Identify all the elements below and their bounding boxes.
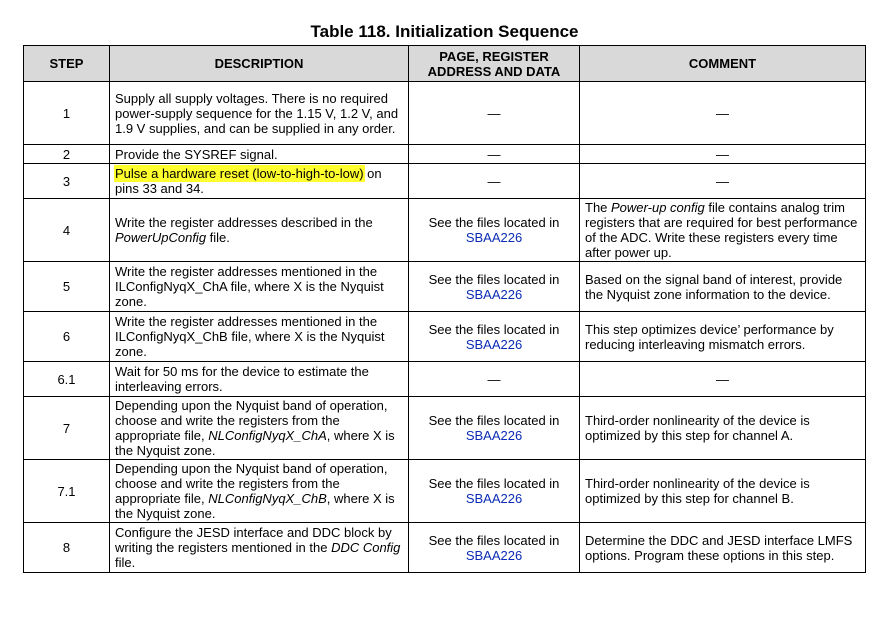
page-cell xyxy=(409,82,580,145)
see-files-text: See the files located in xyxy=(428,271,560,287)
step-cell: 6.1 xyxy=(24,362,110,397)
step-cell: 1 xyxy=(24,82,110,145)
step-cell: 3 xyxy=(24,164,110,199)
see-files-text: See the files located in xyxy=(428,321,560,337)
dash: — xyxy=(716,146,729,162)
description-text: Write the register addresses described in the xyxy=(115,215,373,230)
comment-cell xyxy=(580,145,866,164)
description-cell xyxy=(110,523,409,573)
description-cell xyxy=(110,199,409,262)
header-step: STEP xyxy=(24,46,110,82)
step-cell: 6 xyxy=(24,312,110,362)
file-name: NLConfigNyqX_ChB xyxy=(208,491,327,506)
file-name: PowerUpConfig xyxy=(115,230,207,245)
see-files-text: See the files located in xyxy=(428,215,560,230)
comment-cell: Third-order nonlinearity of the device is optimized by this step for channel A. xyxy=(580,397,866,460)
initialization-sequence-table xyxy=(23,45,866,573)
description-text: Depending upon the Nyquist band of operation, choose and write the registers from the appropriate file, xyxy=(115,398,388,443)
dash: — xyxy=(487,105,501,121)
page-cell xyxy=(409,523,580,573)
comment-text: file contains analog trim registers that are required for best performance of the ADC. Write these registers every time after power up. xyxy=(585,200,858,260)
comment-cell: This step optimizes device’ performance by reducing interleaving mismatch errors. xyxy=(580,312,866,362)
description-cell xyxy=(110,460,409,523)
description-cell: Wait for 50 ms for the device to estimate the interleaving errors. xyxy=(110,362,409,397)
header-page-line2: ADDRESS AND DATA xyxy=(427,63,561,79)
comment-cell: Third-order nonlinearity of the device is optimized by this step for channel B. xyxy=(580,460,866,523)
dash: — xyxy=(716,173,729,189)
table-row xyxy=(24,397,866,460)
dash: — xyxy=(487,371,501,387)
comment-cell: Determine the DDC and JESD interface LMFS options. Program these options in this step. xyxy=(580,523,866,573)
sbaa226-link[interactable]: SBAA226 xyxy=(465,336,523,352)
see-files-text: See the files located in xyxy=(428,532,560,548)
step-cell: 4 xyxy=(24,199,110,262)
step-cell: 5 xyxy=(24,262,110,312)
page-cell xyxy=(409,199,580,262)
table-row xyxy=(24,82,866,145)
description-cell xyxy=(110,164,409,199)
page-cell xyxy=(409,397,580,460)
header-comment: COMMENT xyxy=(580,46,866,82)
table-row xyxy=(24,199,866,262)
description-cell: Write the register addresses mentioned in the ILConfigNyqX_ChA file, where X is the Nyquist zone. xyxy=(110,262,409,312)
page-cell xyxy=(409,262,580,312)
see-files-text: See the files located in xyxy=(428,413,560,428)
table-row xyxy=(24,164,866,199)
file-name: Power-up config xyxy=(611,200,705,215)
dash: — xyxy=(487,173,501,189)
see-files-text: See the files located in xyxy=(428,476,560,491)
dash: — xyxy=(487,146,501,162)
dash: — xyxy=(716,105,729,121)
table-row xyxy=(24,523,866,573)
comment-cell xyxy=(580,82,866,145)
description-text: file. xyxy=(206,230,230,245)
page-cell xyxy=(409,460,580,523)
description-cell xyxy=(110,397,409,460)
page-cell xyxy=(409,362,580,397)
page-cell xyxy=(409,145,580,164)
description-cell: Supply all supply voltages. There is no required power-supply sequence for the 1.15 V, 1.2 V, and 1.9 V supplies, and can be supplied in any order. xyxy=(110,82,409,145)
table-row xyxy=(24,362,866,397)
step-cell: 2 xyxy=(24,145,110,164)
page-cell xyxy=(409,164,580,199)
description-text: , where X is the Nyquist zone. xyxy=(115,491,395,521)
header-page-register xyxy=(409,46,580,82)
sbaa226-link[interactable]: SBAA226 xyxy=(465,428,523,443)
table-row xyxy=(24,312,866,362)
comment-cell xyxy=(580,362,866,397)
step-cell: 7.1 xyxy=(24,460,110,523)
sbaa226-link[interactable]: SBAA226 xyxy=(465,286,523,302)
highlighted-text: Pulse a hardware reset (low-to-high-to-low) xyxy=(115,166,364,181)
file-name: NLConfigNyqX_ChA xyxy=(208,428,327,443)
page-cell xyxy=(409,312,580,362)
step-cell: 8 xyxy=(24,523,110,573)
description-cell: Provide the SYSREF signal. xyxy=(110,145,409,164)
header-description: DESCRIPTION xyxy=(110,46,409,82)
table-row xyxy=(24,460,866,523)
comment-cell: Based on the signal band of interest, provide the Nyquist zone information to the device. xyxy=(580,262,866,312)
table-row xyxy=(24,145,866,164)
step-cell: 7 xyxy=(24,397,110,460)
description-text: Configure the JESD interface and DDC block by writing the registers mentioned in the xyxy=(115,525,392,555)
description-cell: Write the register addresses mentioned in the ILConfigNyqX_ChB file, where X is the Nyquist zone. xyxy=(110,312,409,362)
comment-cell xyxy=(580,164,866,199)
table-title: Table 118. Initialization Sequence xyxy=(310,22,579,41)
header-page-line1: PAGE, REGISTER xyxy=(439,48,549,64)
sbaa226-link[interactable]: SBAA226 xyxy=(465,491,523,506)
comment-text: The xyxy=(585,200,612,215)
table-row xyxy=(24,262,866,312)
dash: — xyxy=(716,371,729,387)
description-text: Depending upon the Nyquist band of operation, choose and write the registers from the appropriate file, xyxy=(115,461,388,506)
description-text: file. xyxy=(115,555,136,570)
file-name: DDC Config xyxy=(331,540,401,555)
comment-cell xyxy=(580,199,866,262)
sbaa226-link[interactable]: SBAA226 xyxy=(465,547,523,563)
header-row xyxy=(24,46,866,82)
description-text: on pins 33 and 34. xyxy=(115,166,382,196)
sbaa226-link[interactable]: SBAA226 xyxy=(465,230,523,245)
description-text: , where X is the Nyquist zone. xyxy=(115,428,395,458)
